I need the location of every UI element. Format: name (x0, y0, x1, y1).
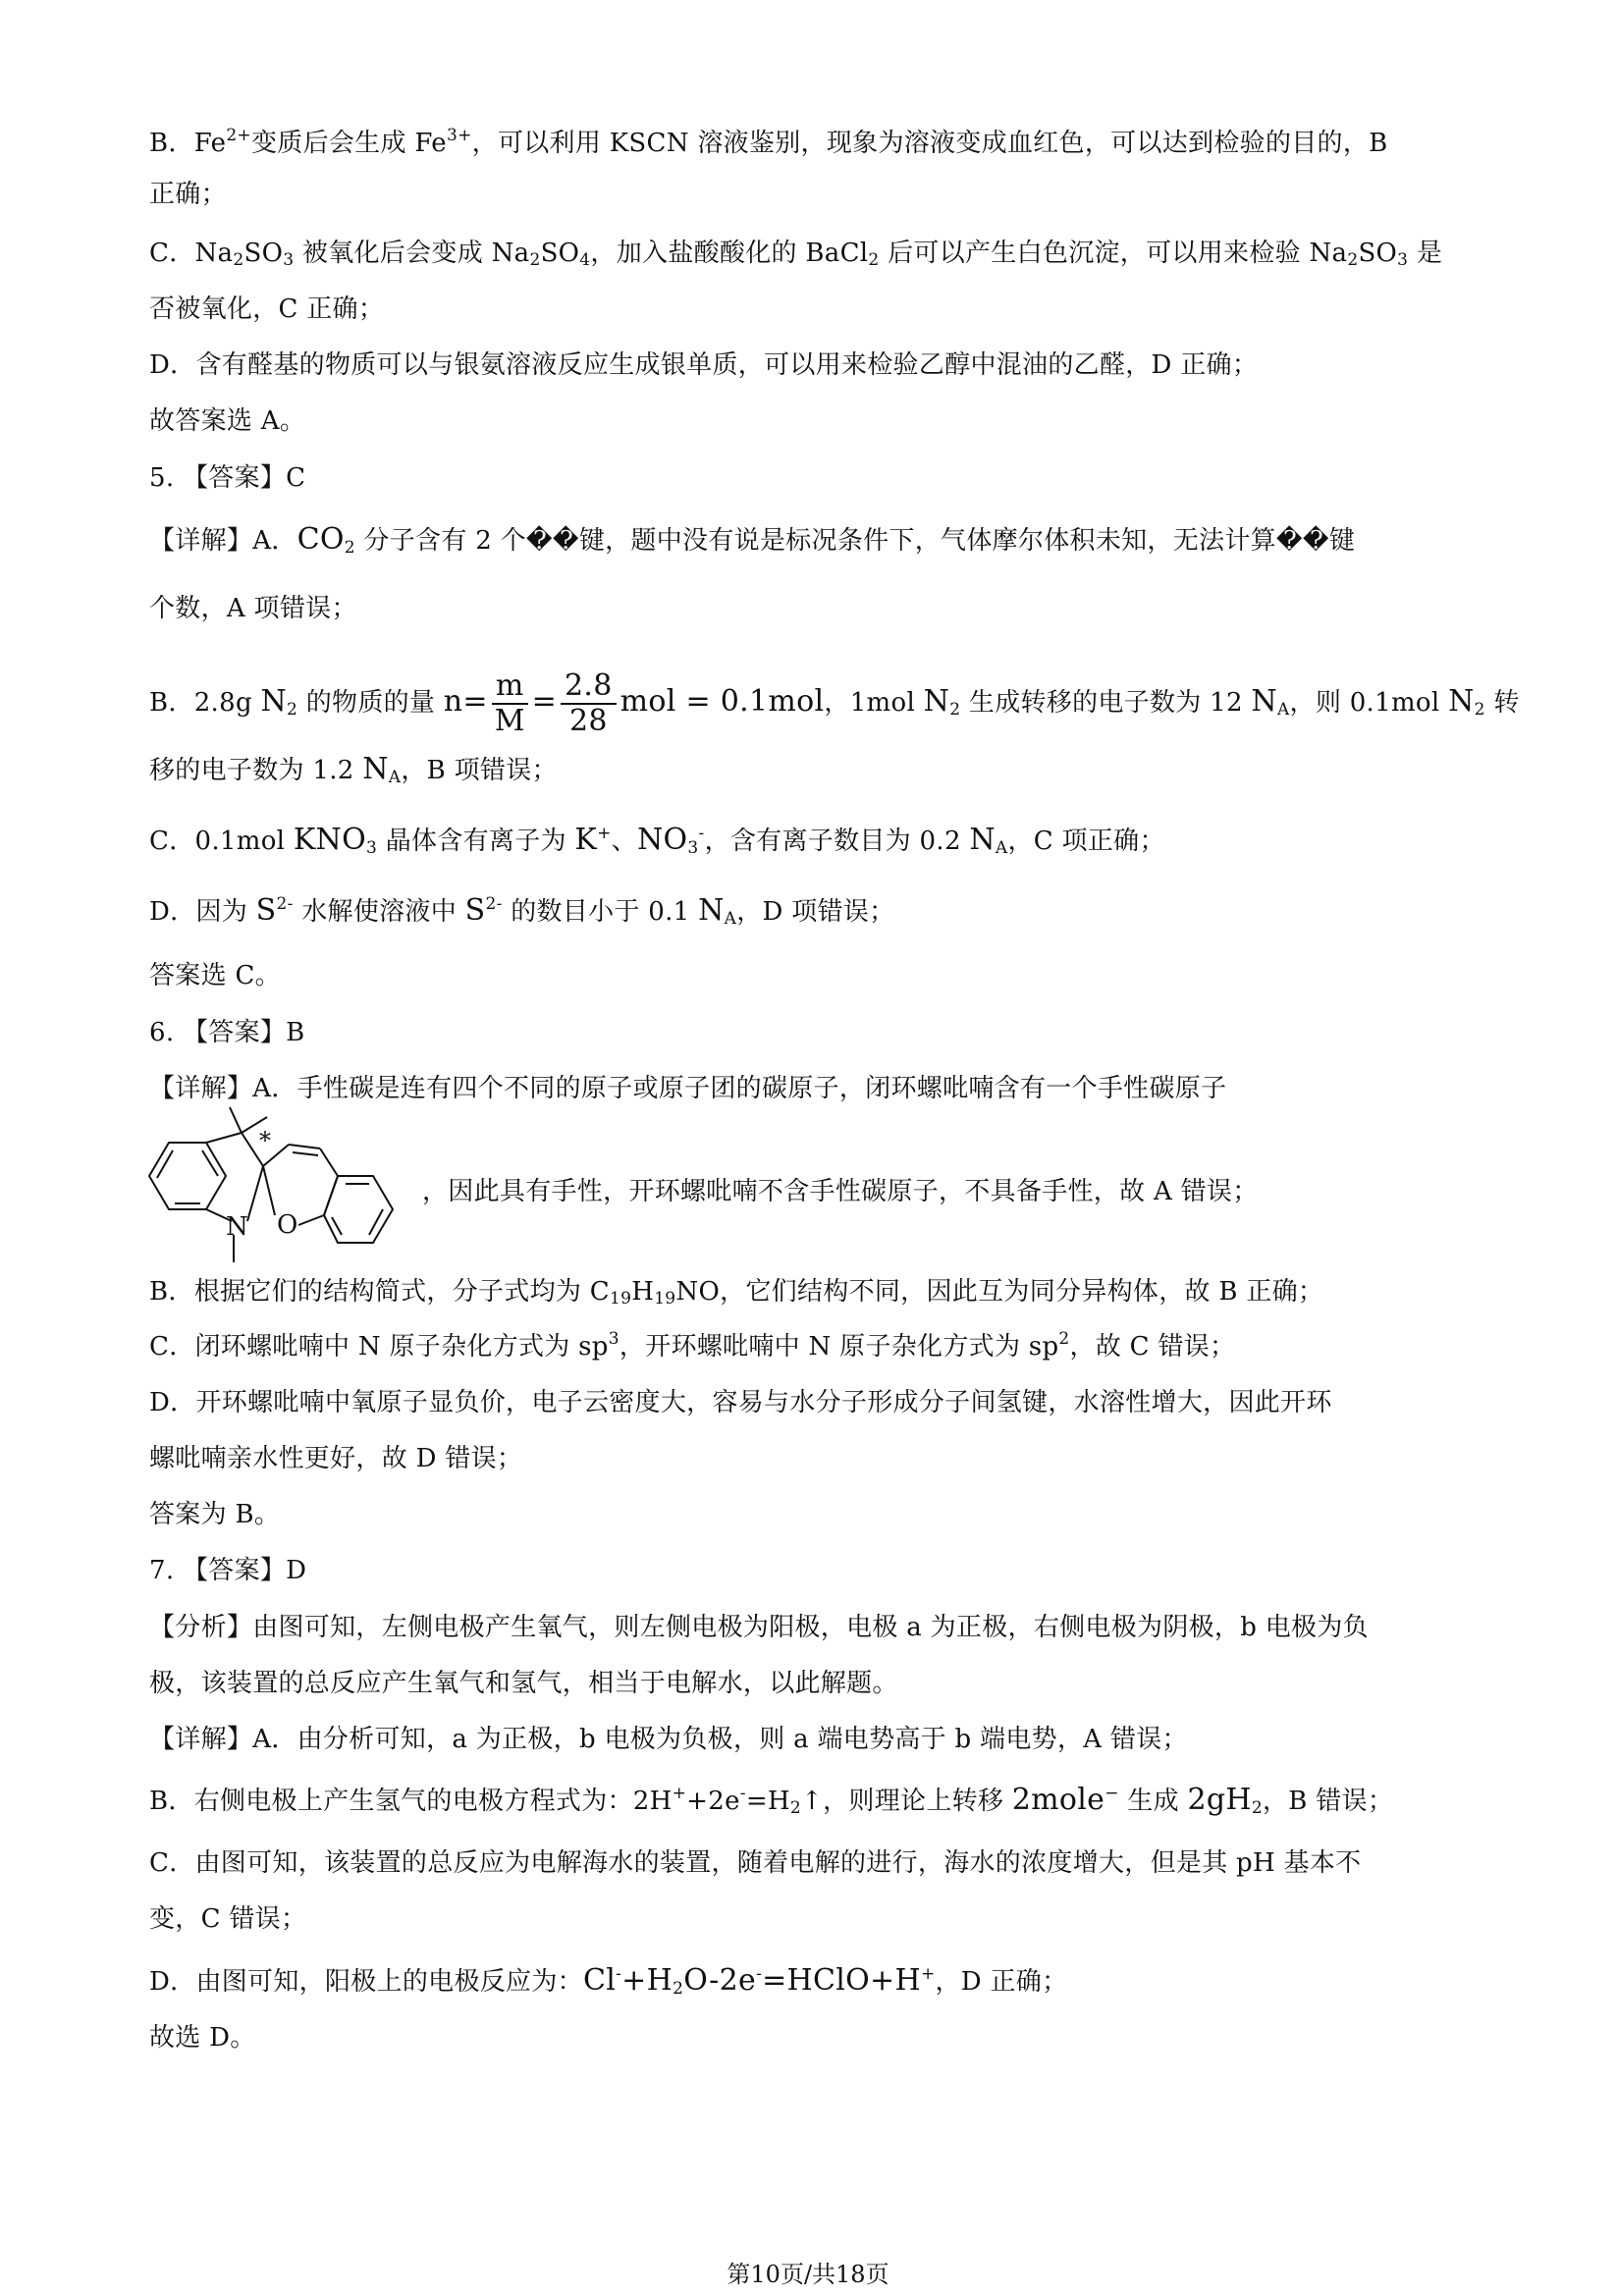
text-run: 【分析】由图可知，左侧电极产生氧气，则左侧电极为阳极，电极 a 为正极，右侧电极为阴极，b 电极为负 (149, 1613, 1369, 1642)
fraction-numerator: 2.8 (561, 669, 617, 705)
text-run: 4 (579, 250, 591, 270)
text-line (149, 1901, 306, 1937)
text-line (149, 292, 384, 327)
text-run: D．含有醛基的物质可以与银氨溶液反应生成银单质，可以用来检验乙醇中混油的乙醛，D 正确； (149, 350, 1259, 380)
text-run: 【详解】A．手性碳是连有四个不同的原子或原子团的碳原子，闭环螺吡喃含有一个手性碳原子 (149, 1074, 1227, 1103)
text-run: 2 (1251, 1798, 1263, 1818)
text-run: D．开环螺吡喃中氧原子显负价，电子云密度大，容易与水分子形成分子间氢键，水溶性增大，因此开环 (149, 1388, 1332, 1417)
text-run: 2- (276, 894, 294, 914)
text-run: ，加入盐酸酸化的 BaCl (590, 239, 869, 268)
text-run: S (464, 893, 486, 928)
text-run: B．右侧电极上产生氢气的电极方程式为：2H (149, 1787, 673, 1816)
text-run: SO (540, 239, 580, 268)
text-run: 后可以产生白色沉淀，可以用来检验 Na (879, 239, 1348, 268)
text-run: ，1mol (824, 688, 924, 718)
text-run: 生成 (1118, 1787, 1188, 1816)
text-run: C．Na (149, 239, 234, 268)
text-line (149, 522, 1355, 559)
text-run: - (698, 824, 705, 843)
text-run: H (631, 1277, 655, 1307)
text-run: 2 (1347, 250, 1359, 270)
text-run: +2e (686, 1787, 740, 1816)
text-run: 的数目小于 0.1 (502, 897, 699, 927)
text-run: NO，它们结构不同，因此互为同分异构体，故 B 正确； (675, 1277, 1324, 1307)
text-run: K (574, 823, 598, 857)
text-run: A (1276, 700, 1290, 720)
text-line (149, 236, 1442, 271)
text-run: ，因此具有手性，开环螺吡喃不含手性碳原子，不具备手性，故 A 错误； (422, 1177, 1259, 1206)
text-line (149, 958, 281, 993)
text-run: 螺吡喃亲水性更好，故 D 错误； (149, 1444, 523, 1473)
text-run: A (388, 768, 402, 787)
text-run: =HClO+H (762, 1963, 921, 1998)
n-atom-label: N (226, 1212, 248, 1242)
text-run: N (698, 893, 725, 928)
text-run: 3 (687, 838, 699, 858)
page-footer: 第10页/共18页 (727, 2261, 889, 2288)
text-run: − (1104, 1784, 1119, 1803)
text-run: mol = 0.1mol (619, 684, 825, 719)
text-line (149, 1329, 1235, 1364)
text-run: N (969, 823, 996, 857)
text-line (149, 591, 357, 626)
text-line (149, 1497, 280, 1532)
text-run: ，D 正确； (935, 1967, 1068, 1997)
text-run: Cl (582, 1963, 617, 1998)
text-run: 3 (1397, 250, 1409, 270)
text-run: 变质后会生成 Fe (250, 129, 447, 158)
chiral-star: * (259, 1127, 271, 1154)
text-line (149, 1666, 898, 1701)
text-run: n= (443, 684, 488, 719)
text-run: ，B 错误； (1263, 1787, 1394, 1816)
text-line (149, 126, 1388, 161)
text-run: 2 (868, 250, 880, 270)
text-run: 是 (1408, 239, 1443, 268)
text-run: 3+ (446, 126, 472, 145)
text-run: 3 (283, 250, 295, 270)
text-run: 2- (485, 894, 503, 914)
fraction-denominator: M (494, 704, 525, 738)
text-run: B．2.8g (149, 688, 261, 718)
text-run: ，D 项错误； (736, 897, 895, 927)
text-run: A (724, 909, 737, 929)
text-run: C．由图可知，该装置的总反应为电解海水的装置，随着电解的进行，海水的浓度增大，但是其 pH 基本不 (149, 1848, 1362, 1878)
text-run: - (616, 1964, 622, 1984)
text-run: ，开环螺吡喃中 N 原子杂化方式为 sp (619, 1332, 1059, 1362)
text-run: 水解使溶液中 (293, 897, 465, 927)
spiropyran-structure (145, 1105, 401, 1272)
text-run: C．0.1mol (149, 827, 294, 856)
text-line (149, 1385, 1332, 1420)
text-run: 7. 【答案】D (149, 1556, 307, 1585)
text-run: 【详解】A．由分析可知，a 为正极，b 电极为负极，则 a 端电势高于 b 端电势，A 错误； (149, 1725, 1188, 1754)
o-atom-label: O (277, 1210, 298, 1240)
text-run: 2 (1474, 700, 1485, 720)
text-run: 否被氧化，C 正确； (149, 294, 385, 324)
fraction-numerator: m (492, 669, 528, 705)
text-run: 5. 【答案】C (149, 463, 306, 493)
text-line (149, 1015, 305, 1050)
text-run: 故答案选 A。 (149, 406, 306, 436)
text-run: B．Fe (149, 129, 227, 158)
text-run: + (597, 824, 612, 843)
text-line (149, 347, 1258, 383)
text-run: CO (296, 522, 345, 557)
text-run: ，故 C 错误； (1069, 1332, 1236, 1362)
text-line (149, 669, 1520, 738)
text-run: N (362, 752, 389, 786)
text-line (149, 1610, 1369, 1645)
text-run: 2 (673, 1979, 684, 1999)
text-run: O-2e (683, 1963, 757, 1998)
text-line (149, 823, 1165, 859)
text-line (149, 177, 227, 212)
fraction-denominator: 28 (568, 704, 608, 738)
text-run: ，含有离子数目为 0.2 (704, 827, 970, 856)
text-line (149, 1783, 1393, 1819)
text-run: 3 (366, 838, 378, 858)
text-run: 19 (654, 1289, 676, 1308)
text-run: 2 (949, 700, 961, 720)
text-run: ，则 0.1mol (1289, 688, 1449, 718)
fraction (561, 669, 617, 738)
text-line (149, 403, 305, 439)
text-line (149, 752, 558, 788)
text-run: N (1251, 684, 1277, 719)
text-run: 答案选 C。 (149, 961, 281, 990)
text-run: 2 (1058, 1329, 1070, 1349)
text-run: A (995, 838, 1008, 858)
text-run: B．根据它们的结构简式，分子式均为 C (149, 1277, 610, 1307)
text-line (149, 893, 894, 930)
text-run: 晶体含有离子为 (377, 827, 575, 856)
text-run: 被氧化后会变成 Na (294, 239, 530, 268)
text-run: 正确； (149, 180, 227, 209)
text-run: ↑，则理论上转移 (801, 1787, 1012, 1816)
text-line (422, 1174, 1259, 1209)
text-line (149, 1071, 1226, 1106)
text-line (149, 1722, 1188, 1757)
text-run: 2 (233, 250, 244, 270)
text-line (149, 1963, 1067, 2000)
text-run: 【详解】A． (149, 526, 297, 556)
text-run: ，可以利用 KSCN 溶液鉴别，现象为溶液变成血红色，可以达到检验的目的，B (471, 129, 1388, 158)
text-line (149, 1441, 522, 1476)
text-run: 个数，A 项错误； (149, 594, 357, 623)
text-run: N (923, 684, 950, 719)
text-run: - (739, 1784, 746, 1803)
text-run: 2 (529, 250, 541, 270)
text-line (149, 460, 305, 496)
text-run: D．由图可知，阳极上的电极反应为： (149, 1967, 583, 1997)
text-line (149, 1553, 306, 1588)
text-run: 2gH (1187, 1783, 1252, 1817)
text-run: ，C 项正确； (1007, 827, 1165, 856)
text-line (149, 1845, 1361, 1881)
text-run: NO (636, 823, 688, 857)
text-run: +H (621, 1963, 673, 1998)
text-run: 分子含有 2 个��键，题中没有说是标况条件下，气体摩尔体积未知，无法计算��键 (354, 526, 1356, 556)
text-line (149, 1274, 1323, 1309)
text-run: 2 (789, 1798, 802, 1818)
text-run: + (920, 1964, 936, 1984)
text-run: = (531, 684, 558, 719)
fraction (492, 669, 528, 738)
text-run: 的物质的量 (297, 688, 444, 718)
text-run: 2+ (226, 126, 251, 145)
text-run: =H (745, 1787, 790, 1816)
text-run: 、 (611, 827, 637, 856)
text-run: 变，C 错误； (149, 1904, 307, 1934)
text-run: 6. 【答案】B (149, 1018, 305, 1047)
text-run: N (1448, 684, 1475, 719)
text-run: 生成转移的电子数为 12 (960, 688, 1252, 718)
text-run: SO (243, 239, 284, 268)
text-run: N (260, 684, 288, 719)
text-run: 故选 D。 (149, 2023, 256, 2053)
text-run: S (255, 893, 277, 928)
text-run: C．闭环螺吡喃中 N 原子杂化方式为 sp (149, 1332, 609, 1362)
text-run: 2 (287, 700, 298, 720)
text-run: - (756, 1964, 763, 1984)
text-run: 答案为 B。 (149, 1500, 281, 1529)
text-run: 极，该装置的总反应产生氧气和氢气，相当于电解水，以此解题。 (149, 1669, 898, 1698)
text-line (149, 2020, 256, 2056)
text-run: 2mole (1011, 1783, 1105, 1817)
text-run: KNO (293, 823, 367, 857)
text-run: SO (1358, 239, 1398, 268)
text-run: + (672, 1784, 687, 1803)
text-run: 转 (1484, 688, 1520, 718)
text-run: 3 (608, 1329, 619, 1349)
text-run: ，B 项错误； (401, 756, 558, 785)
text-run: D．因为 (149, 897, 256, 927)
text-run: 移的电子数为 1.2 (149, 756, 363, 785)
text-run: 2 (344, 538, 355, 558)
text-run: 19 (609, 1289, 632, 1308)
